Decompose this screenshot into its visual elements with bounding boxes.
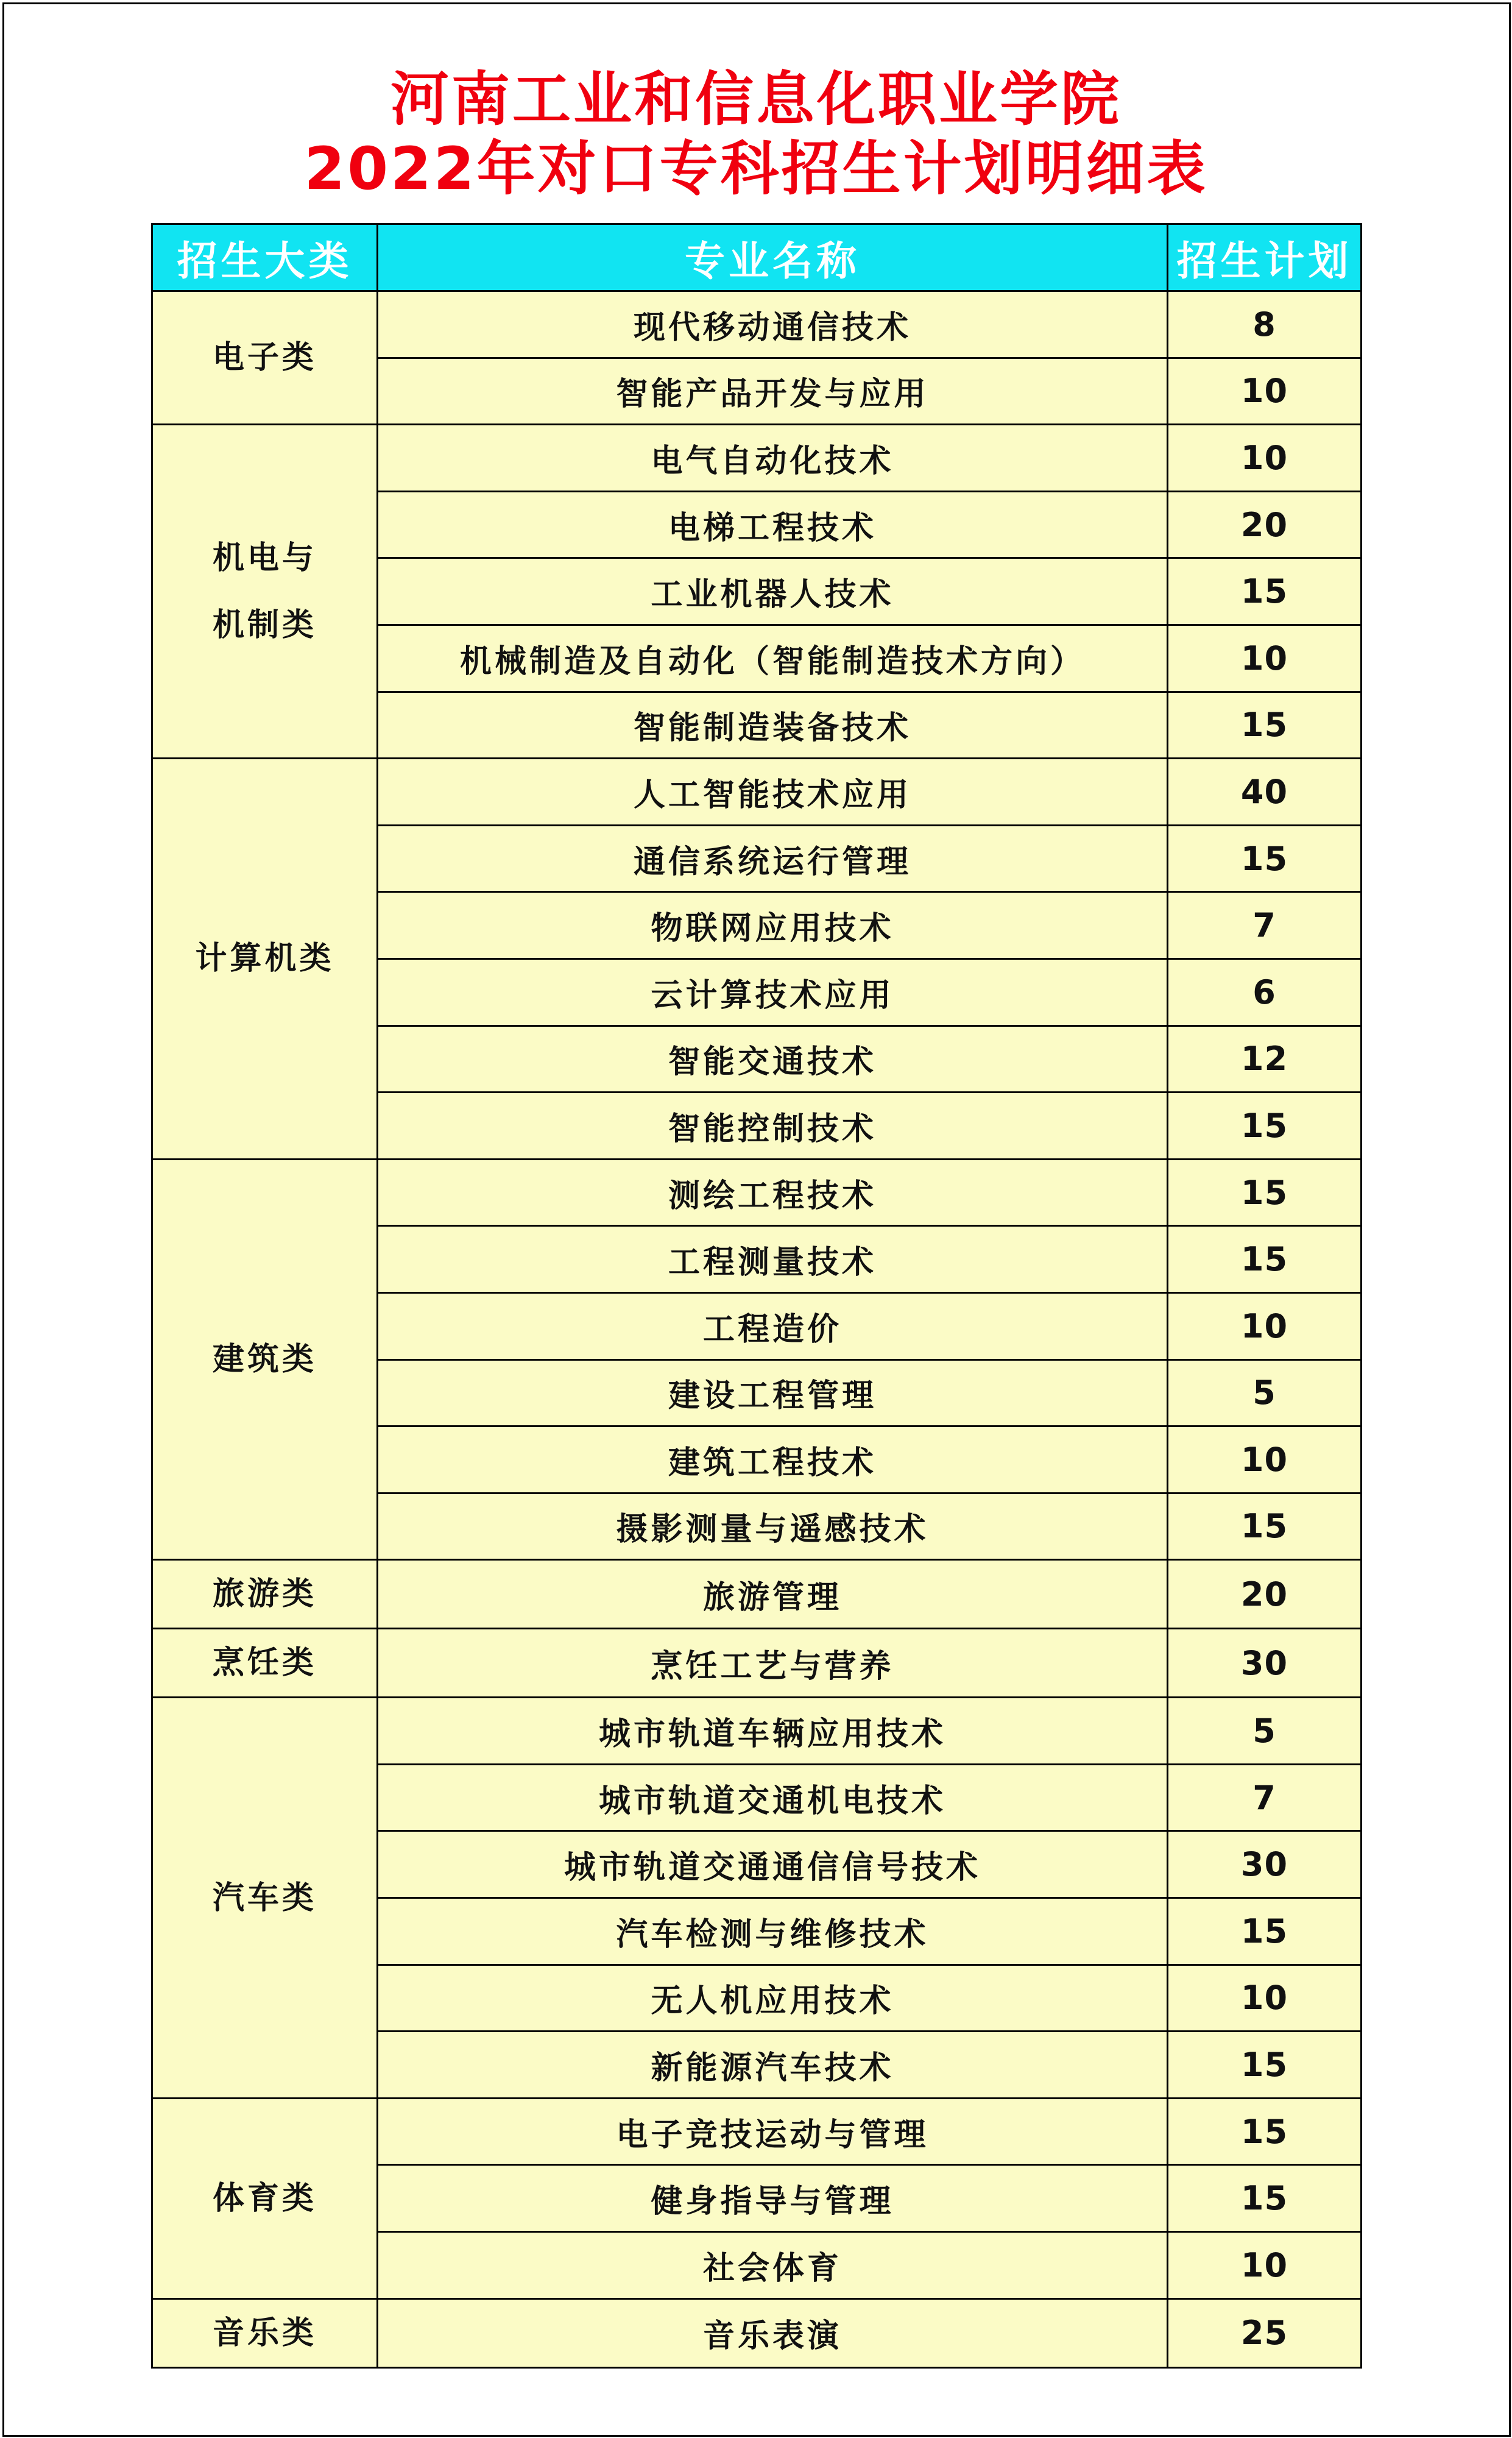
major-name-cell: 音乐表演 bbox=[378, 2298, 1168, 2367]
major-name-cell: 城市轨道交通通信信号技术 bbox=[378, 1831, 1168, 1898]
category-cell bbox=[152, 1629, 378, 1698]
enrollment-count-cell: 15 bbox=[1168, 692, 1362, 759]
major-name-cell: 工程造价 bbox=[378, 1292, 1168, 1359]
major-name-cell: 智能交通技术 bbox=[378, 1026, 1168, 1093]
enrollment-count-cell: 25 bbox=[1168, 2298, 1362, 2367]
major-name-cell: 智能制造装备技术 bbox=[378, 692, 1168, 759]
enrollment-count-cell: 15 bbox=[1168, 1493, 1362, 1560]
major-name-cell: 现代移动通信技术 bbox=[378, 291, 1168, 358]
major-name-cell: 智能产品开发与应用 bbox=[378, 358, 1168, 425]
major-name-cell: 建设工程管理 bbox=[378, 1359, 1168, 1426]
category-label: 电子类 bbox=[212, 339, 317, 377]
category-label: 音乐类 bbox=[212, 2314, 317, 2351]
table-row bbox=[152, 1629, 1362, 1698]
table-body bbox=[152, 291, 1362, 2368]
enrollment-count-cell: 15 bbox=[1168, 558, 1362, 625]
enrollment-count-cell: 10 bbox=[1168, 1292, 1362, 1359]
table-row bbox=[152, 1159, 1362, 1226]
enrollment-count-cell: 6 bbox=[1168, 959, 1362, 1026]
header-enrollment-plan: 招生计划 bbox=[1168, 224, 1362, 291]
category-label: 旅游类 bbox=[212, 1576, 317, 1613]
category-cell bbox=[152, 759, 378, 1160]
major-name-cell: 智能控制技术 bbox=[378, 1093, 1168, 1160]
enrollment-count-cell: 40 bbox=[1168, 759, 1362, 826]
major-name-cell: 摄影测量与遥感技术 bbox=[378, 1493, 1168, 1560]
category-cell bbox=[152, 1560, 378, 1629]
enrollment-count-cell: 30 bbox=[1168, 1629, 1362, 1698]
category-label: 体育类 bbox=[212, 2180, 317, 2217]
enrollment-count-cell: 15 bbox=[1168, 2032, 1362, 2099]
page-title-line-1: 河南工业和信息化职业学院 bbox=[390, 65, 1122, 133]
category-cell bbox=[152, 425, 378, 759]
enrollment-count-cell: 7 bbox=[1168, 892, 1362, 959]
category-cell bbox=[152, 2098, 378, 2298]
enrollment-count-cell: 10 bbox=[1168, 425, 1362, 492]
enrollment-count-cell: 20 bbox=[1168, 1560, 1362, 1629]
major-name-cell: 健身指导与管理 bbox=[378, 2165, 1168, 2232]
enrollment-count-cell: 15 bbox=[1168, 1159, 1362, 1226]
category-cell bbox=[152, 291, 378, 425]
table-header-row bbox=[152, 224, 1362, 291]
category-label: 建筑类 bbox=[212, 1341, 317, 1378]
category-cell bbox=[152, 2298, 378, 2367]
enrollment-count-cell: 10 bbox=[1168, 625, 1362, 692]
enrollment-count-cell: 20 bbox=[1168, 491, 1362, 558]
major-name-cell: 城市轨道车辆应用技术 bbox=[378, 1698, 1168, 1765]
enrollment-count-cell: 10 bbox=[1168, 1965, 1362, 2032]
table-row bbox=[152, 759, 1362, 826]
table-row bbox=[152, 1560, 1362, 1629]
table-row bbox=[152, 425, 1362, 492]
enrollment-count-cell: 15 bbox=[1168, 1093, 1362, 1160]
major-name-cell: 新能源汽车技术 bbox=[378, 2032, 1168, 2099]
category-label: 汽车类 bbox=[212, 1879, 317, 1916]
major-name-cell: 社会体育 bbox=[378, 2232, 1168, 2299]
table-row bbox=[152, 2298, 1362, 2367]
major-name-cell: 测绘工程技术 bbox=[378, 1159, 1168, 1226]
major-name-cell: 城市轨道交通机电技术 bbox=[378, 1764, 1168, 1831]
major-name-cell: 云计算技术应用 bbox=[378, 959, 1168, 1026]
major-name-cell: 烹饪工艺与营养 bbox=[378, 1629, 1168, 1698]
enrollment-count-cell: 12 bbox=[1168, 1026, 1362, 1093]
header-category: 招生大类 bbox=[152, 224, 378, 291]
header-major-name: 专业名称 bbox=[378, 224, 1168, 291]
major-name-cell: 建筑工程技术 bbox=[378, 1426, 1168, 1494]
category-label: 机制类 bbox=[212, 606, 317, 643]
enrollment-count-cell: 15 bbox=[1168, 2098, 1362, 2165]
category-label: 计算机类 bbox=[195, 940, 334, 977]
enrollment-count-cell: 10 bbox=[1168, 2232, 1362, 2299]
category-cell bbox=[152, 1159, 378, 1560]
enrollment-count-cell: 5 bbox=[1168, 1698, 1362, 1765]
major-name-cell: 物联网应用技术 bbox=[378, 892, 1168, 959]
table-row bbox=[152, 291, 1362, 358]
page-title-line-2: 2022年对口专科招生计划明细表 bbox=[304, 135, 1208, 203]
category-label: 烹饪类 bbox=[212, 1645, 317, 1682]
major-name-cell: 无人机应用技术 bbox=[378, 1965, 1168, 2032]
major-name-cell: 电梯工程技术 bbox=[378, 491, 1168, 558]
major-name-cell: 电气自动化技术 bbox=[378, 425, 1168, 492]
enrollment-count-cell: 8 bbox=[1168, 291, 1362, 358]
major-name-cell: 工业机器人技术 bbox=[378, 558, 1168, 625]
enrollment-count-cell: 10 bbox=[1168, 1426, 1362, 1494]
category-label: 机电与 bbox=[212, 539, 317, 576]
major-name-cell: 旅游管理 bbox=[378, 1560, 1168, 1629]
table-row bbox=[152, 2098, 1362, 2165]
enrollment-count-cell: 30 bbox=[1168, 1831, 1362, 1898]
enrollment-count-cell: 15 bbox=[1168, 825, 1362, 892]
major-name-cell: 汽车检测与维修技术 bbox=[378, 1898, 1168, 1965]
enrollment-count-cell: 5 bbox=[1168, 1359, 1362, 1426]
enrollment-count-cell: 7 bbox=[1168, 1764, 1362, 1831]
table-row bbox=[152, 1698, 1362, 1765]
enrollment-plan-table bbox=[151, 223, 1362, 2369]
enrollment-count-cell: 15 bbox=[1168, 1898, 1362, 1965]
enrollment-count-cell: 15 bbox=[1168, 2165, 1362, 2232]
category-cell bbox=[152, 1698, 378, 2099]
major-name-cell: 工程测量技术 bbox=[378, 1226, 1168, 1293]
major-name-cell: 电子竞技运动与管理 bbox=[378, 2098, 1168, 2165]
enrollment-count-cell: 10 bbox=[1168, 358, 1362, 425]
enrollment-count-cell: 15 bbox=[1168, 1226, 1362, 1293]
major-name-cell: 人工智能技术应用 bbox=[378, 759, 1168, 826]
major-name-cell: 通信系统运行管理 bbox=[378, 825, 1168, 892]
major-name-cell: 机械制造及自动化（智能制造技术方向） bbox=[378, 625, 1168, 692]
